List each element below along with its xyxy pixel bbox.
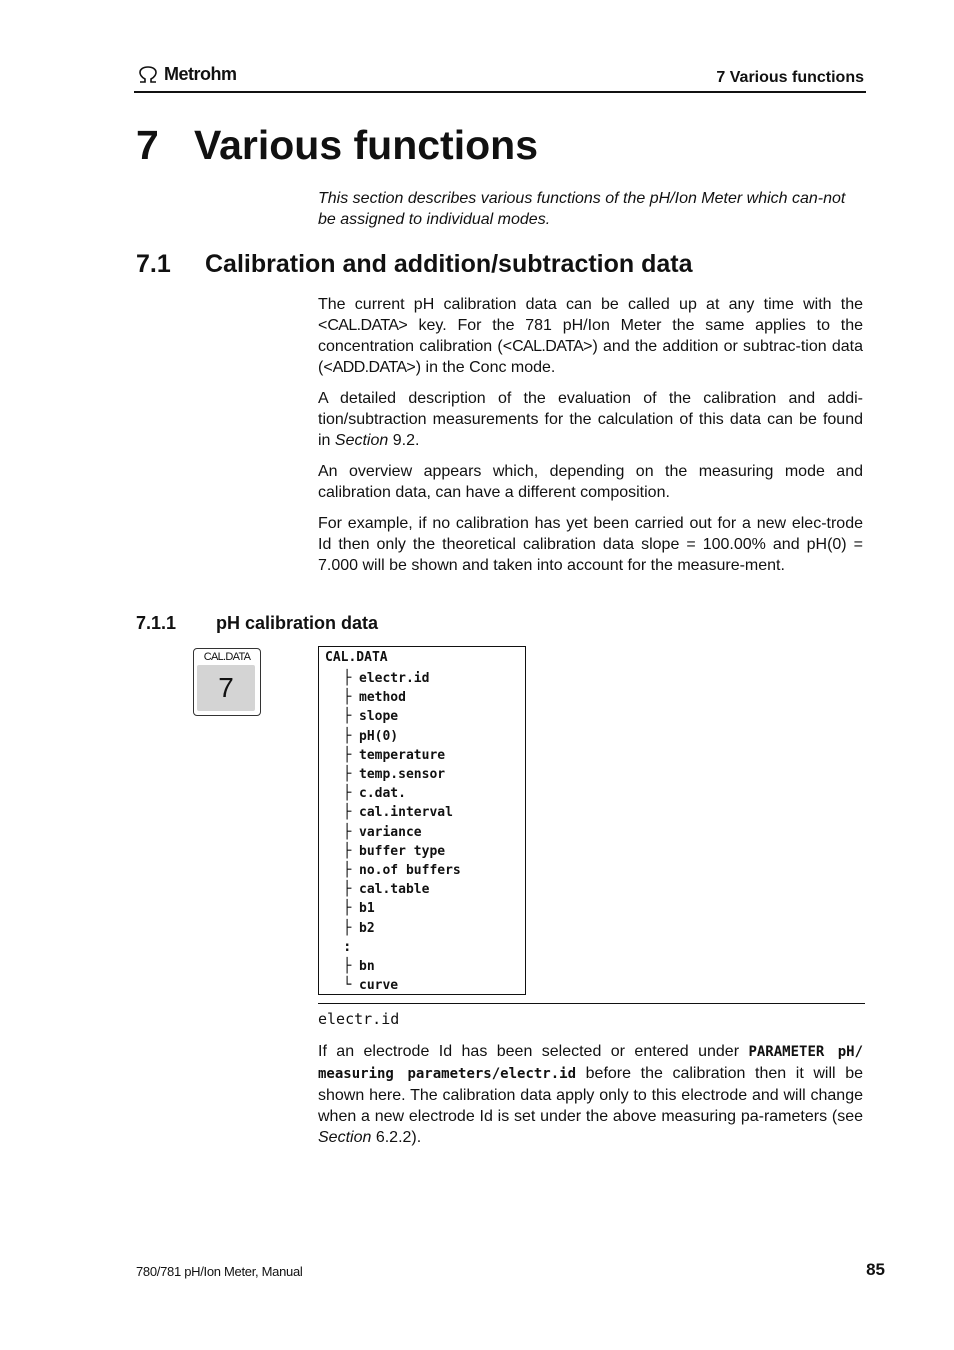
paragraph-4: For example, if no calibration has yet been carried out for a new elec-trode Id then only the theoretical calibration data slope = 100.00% and pH(0) = 7.000 will be shown and taken into account for the measure-ment. xyxy=(318,515,863,574)
menu-item-ellipsis xyxy=(343,938,461,957)
menu-item: ├ cal.table xyxy=(343,881,430,898)
menu-item: ├ b2 xyxy=(343,919,375,936)
menu-item: ├ b1 xyxy=(343,900,375,917)
tree-branch-icon: ├ xyxy=(343,746,352,763)
menu-item: └ curve xyxy=(343,977,399,994)
tree-branch-icon: ├ xyxy=(343,727,352,744)
key-ref-cal-data: CAL.DATA xyxy=(327,317,399,334)
omega-icon xyxy=(136,66,160,84)
tree-branch-icon: ├ xyxy=(343,804,352,821)
menu-items xyxy=(343,669,461,995)
chapter-title-text: Various functions xyxy=(194,122,538,168)
tree-branch-icon: ├ xyxy=(343,708,352,725)
section-title xyxy=(136,250,693,279)
key-ref-add-data: ADD.DATA xyxy=(332,359,407,376)
tree-branch-icon: ├ xyxy=(343,670,352,687)
chapter-title xyxy=(136,122,538,169)
subsection-title-text: pH calibration data xyxy=(216,613,379,633)
cal-data-key xyxy=(193,648,261,716)
paragraph-2: A detailed description of the evaluation of the calibration and addi-tion/subtraction measurements for the calculation of this data can be found in Section 9.2. xyxy=(318,390,863,449)
logo-text: Metrohm xyxy=(164,64,237,84)
paragraph-3: An overview appears which, depending on the measuring mode and calibration data, can have a different composition. xyxy=(318,463,863,501)
footer-manual-title: 780/781 pH/Ion Meter, Manual xyxy=(136,1264,303,1279)
tree-branch-icon: ├ xyxy=(343,785,352,802)
parameter-name: electr.id xyxy=(318,1010,400,1028)
menu-item: ├ electr.id xyxy=(343,670,430,687)
subsection-title xyxy=(136,613,378,634)
tree-branch-icon: ├ xyxy=(343,957,352,974)
menu-root: CAL.DATA xyxy=(325,650,388,665)
brand-logo xyxy=(136,64,237,85)
parameter-description: If an electrode Id has been selected or entered under PARAMETER pH/ measuring parameters/electr.id before the calibration then it will be shown here. The calibration data apply only to this electrode and will change when a new electrode Id is set under the above measuring pa-rameters (see Section 6.2.2). xyxy=(318,1043,864,1146)
tree-branch-icon: ├ xyxy=(343,842,352,859)
parameter-path: PARAMETER pH/ measuring parameters/electr.id xyxy=(318,1044,864,1082)
tree-ellipsis-icon: : xyxy=(343,938,352,955)
tree-end-icon: └ xyxy=(343,977,352,994)
running-header: 7 Various functions xyxy=(716,69,864,86)
menu-item: ├ temperature xyxy=(343,746,446,763)
key-ref-cal-data-2: CAL.DATA xyxy=(512,338,584,355)
menu-item: ├ bn xyxy=(343,957,375,974)
menu-tree xyxy=(318,646,526,995)
section-ref: Section xyxy=(318,1129,372,1146)
tree-branch-icon: ├ xyxy=(343,900,352,917)
subsection-number: 7.1.1 xyxy=(136,613,177,633)
menu-item: ├ no.of buffers xyxy=(343,861,461,878)
tree-branch-icon: ├ xyxy=(343,881,352,898)
chapter-number: 7 xyxy=(136,122,159,168)
tree-branch-icon: ├ xyxy=(343,689,352,706)
key-digit: 7 xyxy=(197,665,255,711)
menu-item: ├ method xyxy=(343,689,406,706)
header-rule xyxy=(134,91,866,93)
menu-item: ├ variance xyxy=(343,823,422,840)
menu-item: ├ pH(0) xyxy=(343,727,399,744)
section-body xyxy=(318,294,863,586)
section-ref: Section xyxy=(334,432,389,449)
tree-branch-icon: ├ xyxy=(343,861,352,878)
section-number: 7.1 xyxy=(136,250,171,278)
menu-item: ├ slope xyxy=(343,708,399,725)
parameter-divider xyxy=(318,1003,865,1004)
menu-item: ├ c.dat. xyxy=(343,785,406,802)
tree-branch-icon: ├ xyxy=(343,919,352,936)
chapter-intro: This section describes various functions of the pH/Ion Meter which can-not be assigned to individual modes. xyxy=(318,190,846,228)
tree-branch-icon: ├ xyxy=(343,823,352,840)
paragraph-1: The current pH calibration data can be called up at any time with the <CAL.DATA> key. For the 781 pH/Ion Meter the same applies to the concentration calibration (<CAL.DATA>) and the addition or subtrac-tion data (<ADD.DATA>) in the Conc mode. xyxy=(318,296,863,376)
tree-branch-icon: ├ xyxy=(343,766,352,783)
menu-item: ├ temp.sensor xyxy=(343,766,446,783)
key-label: CAL.DATA xyxy=(203,651,251,663)
section-title-text: Calibration and addition/subtraction data xyxy=(205,250,693,278)
menu-item: ├ cal.interval xyxy=(343,804,453,821)
page-number: 85 xyxy=(866,1260,885,1279)
menu-item: ├ buffer type xyxy=(343,842,446,859)
